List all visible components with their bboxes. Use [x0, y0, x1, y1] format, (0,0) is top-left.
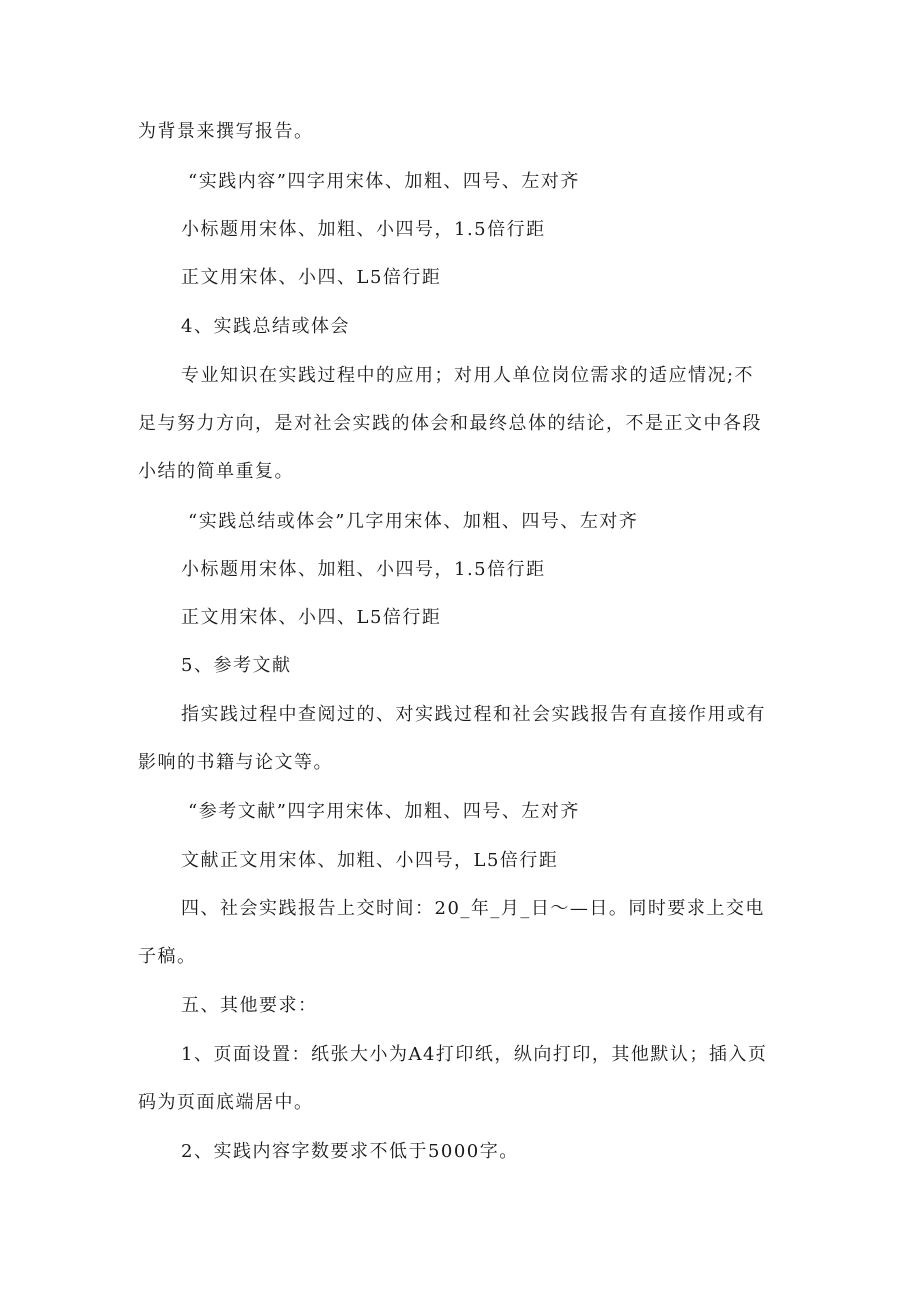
format-note-line: 小标题用宋体、加粗、小四号，1.5倍行距 — [181, 559, 546, 580]
paragraph-line: 专业知识在实践过程中的应用；对用人单位岗位需求的适应情况;不 — [181, 365, 755, 386]
format-note-line: 正文用宋体、小四、L5倍行距 — [181, 267, 442, 288]
paragraph-line: 小结的简单重复。 — [138, 461, 294, 482]
format-note-line: 文献正文用宋体、加粗、小四号，L5倍行距 — [181, 850, 559, 871]
paragraph-line: 足与努力方向，是对社会实践的体会和最终总体的结论，不是正文中各段 — [138, 413, 762, 434]
section-heading: 5、参考文献 — [181, 655, 292, 676]
format-note-line: 小标题用宋体、加粗、小四号，1.5倍行距 — [181, 219, 546, 240]
paragraph-line: 码为页面底端居中。 — [138, 1092, 314, 1113]
paragraph-line: 2、实践内容字数要求不低于5000字。 — [181, 1141, 519, 1162]
section-heading: 五、其他要求： — [181, 995, 318, 1016]
format-note-line: “实践内容”四字用宋体、加粗、四号、左对齐 — [188, 171, 580, 192]
paragraph-line: 四、社会实践报告上交时间：20_年_月_日～—日。同时要求上交电 — [181, 898, 765, 919]
paragraph-line: 子稿。 — [138, 946, 197, 967]
format-note-line: 正文用宋体、小四、L5倍行距 — [181, 607, 442, 628]
paragraph-line: 为背景来撰写报告。 — [138, 121, 314, 142]
format-note-line: “实践总结或体会”几字用宋体、加粗、四号、左对齐 — [188, 511, 639, 532]
section-heading: 4、实践总结或体会 — [181, 316, 350, 337]
format-note-line: “参考文献”四字用宋体、加粗、四号、左对齐 — [188, 801, 580, 822]
paragraph-line: 指实践过程中查阅过的、对实践过程和社会实践报告有直接作用或有 — [181, 704, 766, 725]
paragraph-line: 影响的书籍与论文等。 — [138, 752, 333, 773]
paragraph-line: 1、页面设置：纸张大小为A4打印纸，纵向打印，其他默认；插入页 — [181, 1044, 768, 1065]
